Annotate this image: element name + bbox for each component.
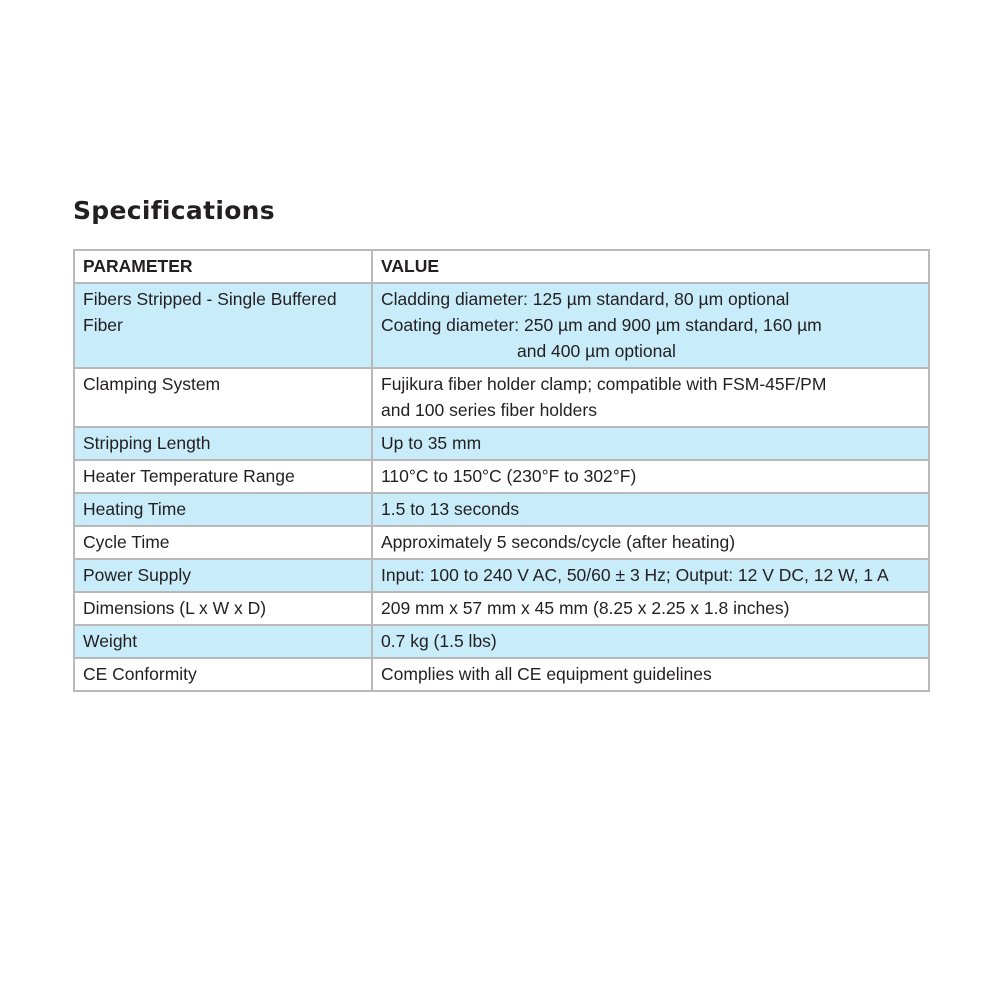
table-row (74, 658, 929, 691)
parameter-cell: Weight (74, 625, 372, 658)
column-header-parameter: PARAMETER (74, 250, 372, 283)
parameter-cell: Dimensions (L x W x D) (74, 592, 372, 625)
value-cell (372, 283, 929, 368)
table-row (74, 526, 929, 559)
table-row (74, 625, 929, 658)
table-row (74, 592, 929, 625)
table-row (74, 460, 929, 493)
value-cell: 1.5 to 13 seconds (372, 493, 929, 526)
parameter-cell: Cycle Time (74, 526, 372, 559)
value-cell: Input: 100 to 240 V AC, 50/60 ± 3 Hz; Output: 12 V DC, 12 W, 1 A (372, 559, 929, 592)
parameter-cell: Fibers Stripped - Single Buffered Fiber (74, 283, 372, 368)
table-row (74, 283, 929, 368)
value-line: Fujikura fiber holder clamp; compatible with FSM-45F/PM (381, 374, 827, 394)
value-cell: 110°C to 150°C (230°F to 302°F) (372, 460, 929, 493)
value-cell: Up to 35 mm (372, 427, 929, 460)
value-line: Cladding diameter: 125 µm standard, 80 µm optional (381, 289, 790, 309)
table-row (74, 493, 929, 526)
value-cell: 209 mm x 57 mm x 45 mm (8.25 x 2.25 x 1.8 inches) (372, 592, 929, 625)
parameter-cell: CE Conformity (74, 658, 372, 691)
value-cell (372, 368, 929, 427)
value-line: Coating diameter: 250 µm and 900 µm standard, 160 µm (381, 315, 822, 335)
column-header-value: VALUE (372, 250, 929, 283)
value-line: and 100 series fiber holders (381, 400, 597, 420)
parameter-cell: Stripping Length (74, 427, 372, 460)
value-cell: Complies with all CE equipment guidelines (372, 658, 929, 691)
parameter-cell: Power Supply (74, 559, 372, 592)
table-row (74, 427, 929, 460)
table-row (74, 368, 929, 427)
page-title: Specifications (73, 196, 275, 225)
value-cell: 0.7 kg (1.5 lbs) (372, 625, 929, 658)
value-line: and 400 µm optional (517, 341, 676, 361)
specifications-table (73, 249, 930, 692)
parameter-cell: Clamping System (74, 368, 372, 427)
parameter-cell: Heating Time (74, 493, 372, 526)
table-row (74, 559, 929, 592)
table-header-row (74, 250, 929, 283)
parameter-cell: Heater Temperature Range (74, 460, 372, 493)
value-cell: Approximately 5 seconds/cycle (after heating) (372, 526, 929, 559)
